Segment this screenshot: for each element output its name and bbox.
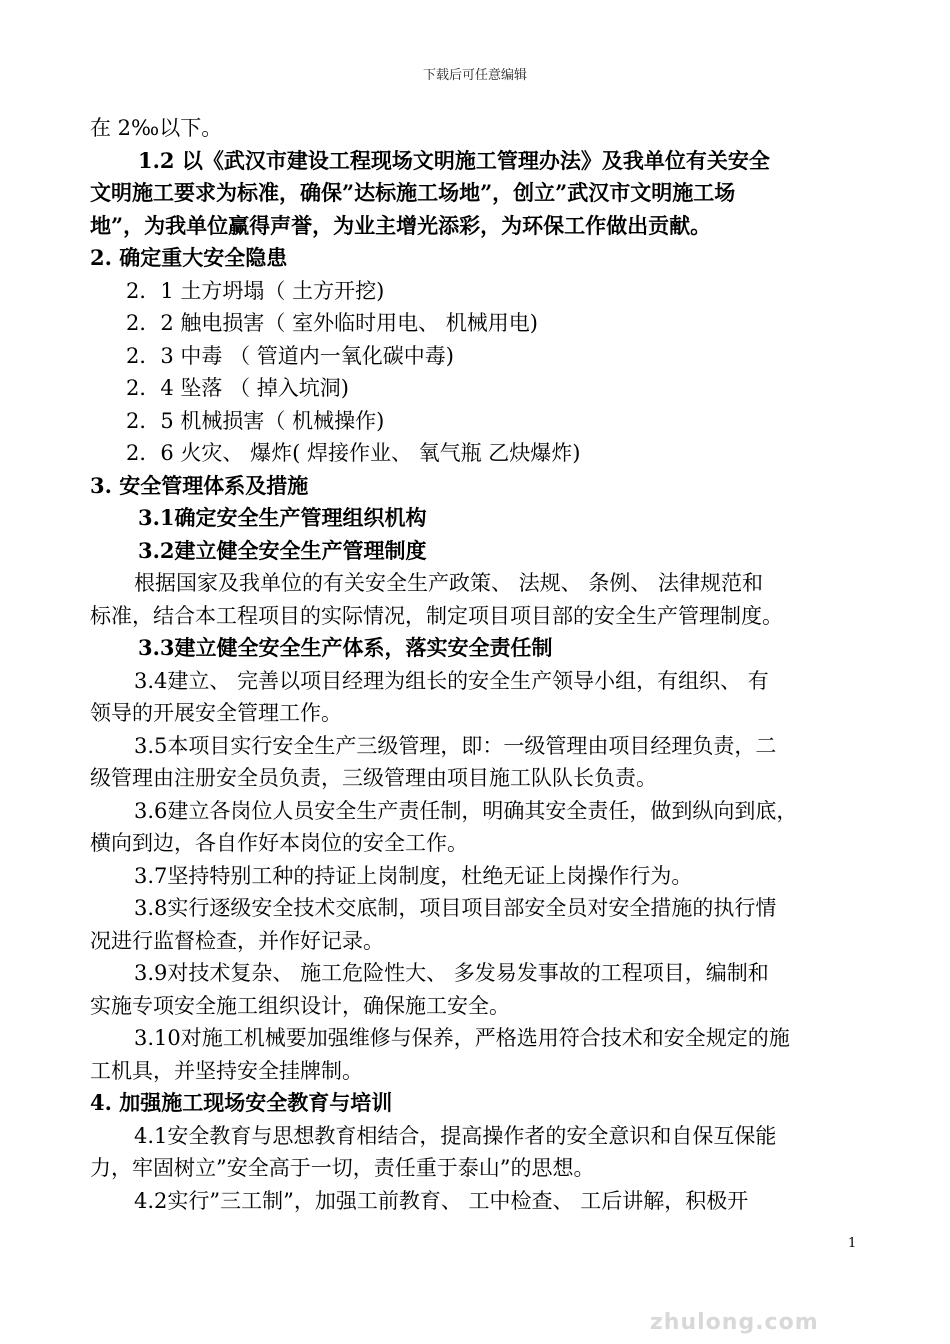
text-line: 况进行监督检查，并作好记录。 bbox=[90, 928, 384, 953]
list-item: 2．6 火灾、 爆炸( 焊接作业、 氧气瓶 乙炔爆炸) bbox=[126, 441, 581, 465]
text-line: 3.6建立各岗位人员安全生产责任制，明确其安全责任，做到纵向到底， bbox=[134, 798, 798, 823]
text-line: 根据国家及我单位的有关安全生产政策、 法规、 条例、 法律规范和 bbox=[134, 571, 764, 595]
text-line: 3.8实行逐级安全技术交底制，项目项目部安全员对安全措施的执行情 bbox=[134, 896, 777, 920]
page-header: 下载后可任意编辑 bbox=[422, 68, 527, 83]
section-heading: 2. 确定重大安全隐患 bbox=[90, 245, 288, 270]
page-number: 1 bbox=[848, 1236, 857, 1251]
list-item: 2．5 机械损害（ 机械操作) bbox=[126, 408, 385, 433]
list-item: 2．1 土方坍塌（ 土方开挖) bbox=[126, 278, 385, 303]
text-line: 在 2‰以下。 bbox=[90, 116, 223, 140]
watermark: zhulong.com bbox=[650, 1310, 819, 1335]
list-item: 2．3 中毒 （ 管道内一氧化碳中毒) bbox=[126, 343, 454, 368]
sub-heading: 3.3建立健全安全生产体系，落实安全责任制 bbox=[138, 635, 553, 660]
text-line: 横向到边，各自作好本岗位的安全工作。 bbox=[90, 831, 468, 855]
text-line: 3.10对施工机械要加强维修与保养，严格选用符合技术和安全规定的施 bbox=[134, 1026, 790, 1050]
text-line: 1.2 以《武汉市建设工程现场文明施工管理办法》及我单位有关安全 bbox=[138, 147, 770, 173]
text-line: 领导的开展安全管理工作。 bbox=[90, 701, 342, 725]
text-line: 地”，为我单位赢得声誉，为业主增光添彩，为环保工作做出贡献。 bbox=[90, 212, 712, 238]
text-line: 4.2实行”三工制”，加强工前教育、 工中检查、 工后讲解，积极开 bbox=[134, 1188, 749, 1213]
text-line: 文明施工要求为标准，确保”达标施工场地”，创立”武汉市文明施工场 bbox=[90, 180, 736, 205]
list-item: 2．4 坠落 （ 掉入坑洞) bbox=[126, 376, 349, 400]
list-item: 2．2 触电损害（ 室外临时用电、 机械用电) bbox=[126, 311, 538, 335]
sub-heading: 3.1确定安全生产管理组织机构 bbox=[138, 505, 427, 530]
text-line: 3.7坚持特别工种的持证上岗制度，杜绝无证上岗操作行为。 bbox=[134, 863, 693, 888]
section-heading: 3. 安全管理体系及措施 bbox=[90, 472, 309, 498]
text-line: 3.9对技术复杂、 施工危险性大、 多发易发事故的工程项目，编制和 bbox=[134, 961, 769, 985]
text-line: 标准，结合本工程项目的实际情况，制定项目项目部的安全生产管理制度。 bbox=[90, 603, 783, 628]
document-body bbox=[90, 112, 870, 1217]
text-line: 4.1安全教育与思想教育相结合，提高操作者的安全意识和自保互保能 bbox=[134, 1123, 777, 1148]
text-line: 3.4建立、 完善以项目经理为组长的安全生产领导小组，有组织、 有 bbox=[134, 668, 769, 693]
text-line: 工机具，并坚持安全挂牌制。 bbox=[90, 1058, 363, 1083]
section-heading: 4. 加强施工现场安全教育与培训 bbox=[90, 1090, 393, 1115]
text-line: 实施专项安全施工组织设计，确保施工安全。 bbox=[90, 993, 510, 1018]
text-line: 级管理由注册安全员负责，三级管理由项目施工队队长负责。 bbox=[90, 766, 657, 790]
sub-heading: 3.2建立健全安全生产管理制度 bbox=[138, 537, 427, 563]
text-line: 力，牢固树立”安全高于一切，责任重于泰山”的思想。 bbox=[90, 1156, 595, 1180]
text-line: 3.5本项目实行安全生产三级管理，即：一级管理由项目经理负责，二 bbox=[134, 733, 777, 758]
